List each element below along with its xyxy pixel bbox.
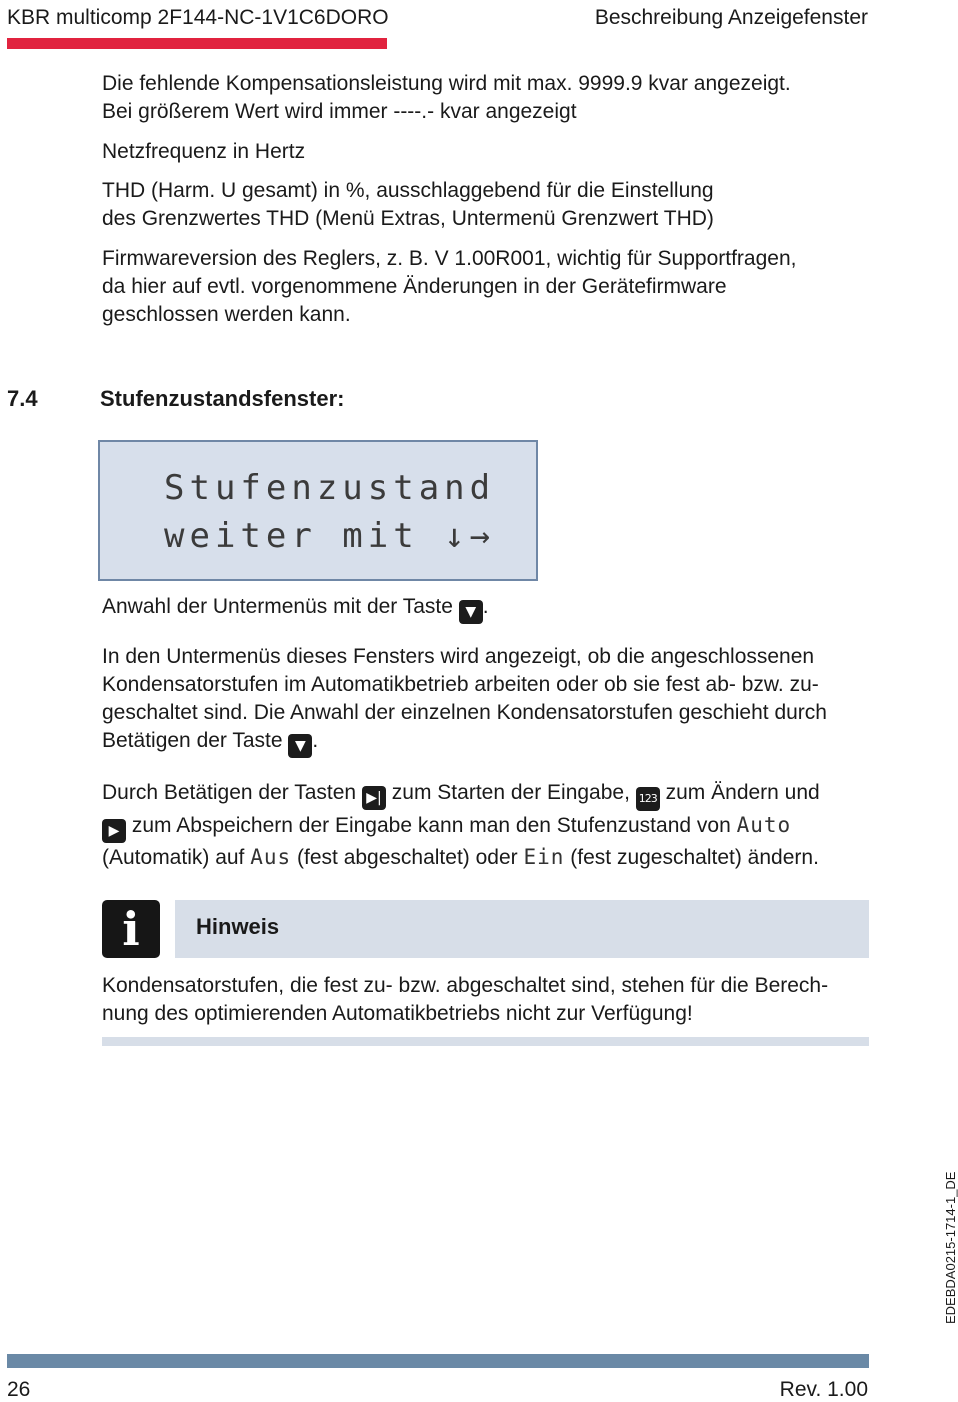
paragraph-text: Anwahl der Untermenüs mit der Taste xyxy=(102,595,453,618)
paragraph-text: zum Starten der Eingabe, xyxy=(391,781,630,804)
paragraph-text: Betätigen der Taste xyxy=(102,729,283,752)
document-id: EDEBDA0215-1714-1_DE xyxy=(943,1171,958,1324)
paragraph-line: des Grenzwertes THD (Menü Extras, Untermenü Grenzwert THD) xyxy=(102,207,714,230)
paragraph-text: (Automatik) auf xyxy=(102,846,245,869)
paragraph-thd xyxy=(102,177,872,233)
note-header xyxy=(175,900,869,958)
section-number: 7.4 xyxy=(7,386,38,411)
lcd-word-aus: Aus xyxy=(250,845,292,869)
note-title: Hinweis xyxy=(196,914,280,939)
paragraph-line xyxy=(102,779,872,811)
paragraph-text: (fest zugeschaltet) ändern. xyxy=(570,846,819,869)
down-key-icon: ▼ xyxy=(288,734,312,758)
skip-key-icon: ▶| xyxy=(362,786,386,810)
down-key-icon: ▼ xyxy=(459,600,483,624)
chapter-title: Beschreibung Anzeigefenster xyxy=(594,6,868,29)
paragraph-firmware xyxy=(102,245,872,329)
paragraph-line: geschaltet sind. Die Anwahl der einzelnen Kondensatorstufen geschieht durch xyxy=(102,701,827,724)
paragraph-compensation xyxy=(102,70,872,126)
lcd-line-1: Stufenzustand xyxy=(164,468,496,508)
paragraph-text: zum Abspeichern der Eingabe kann man den Stufenzustand von xyxy=(131,814,731,837)
paragraph-submenu xyxy=(102,593,872,624)
lcd-word-ein: Ein xyxy=(523,845,565,869)
paragraph-line: Firmwareversion des Reglers, z. B. V 1.00R001, wichtig für Supportfragen, xyxy=(102,247,797,270)
paragraph-text: (fest abgeschaltet) oder xyxy=(297,846,518,869)
paragraph-text: Durch Betätigen der Tasten xyxy=(102,781,357,804)
lcd-line-2: weiter mit ↓→ xyxy=(164,516,496,556)
paragraph-submenus-info xyxy=(102,643,872,758)
paragraph-line: da hier auf evtl. vorgenommene Änderungen in der Gerätefirmware xyxy=(102,275,727,298)
footer-bar xyxy=(7,1354,869,1368)
doc-title: KBR multicomp 2F144-NC-1V1C6DORO xyxy=(7,6,389,29)
header-accent-bar xyxy=(7,38,387,49)
page-number: 26 xyxy=(7,1378,31,1401)
note-text xyxy=(102,972,872,1028)
number-key-icon: 123 xyxy=(636,787,660,811)
note-bottom-bar xyxy=(102,1037,869,1046)
section-title: Stufenzustandsfenster: xyxy=(100,386,345,411)
paragraph-text: . xyxy=(482,595,489,618)
paragraph-line: Kondensatorstufen, die fest zu- bzw. abgeschaltet sind, stehen für die Berech- xyxy=(102,974,829,997)
paragraph-text: zum Ändern und xyxy=(665,781,820,804)
lcd-display xyxy=(98,440,538,581)
paragraph-keys xyxy=(102,779,872,872)
paragraph-line: Die fehlende Kompensationsleistung wird mit max. 9999.9 kvar angezeigt. xyxy=(102,72,791,95)
paragraph-text: . xyxy=(312,729,319,752)
revision: Rev. 1.00 xyxy=(779,1378,868,1401)
paragraph-line xyxy=(102,727,872,758)
paragraph-frequency: Netzfrequenz in Hertz xyxy=(102,140,306,163)
paragraph-line xyxy=(102,843,872,872)
paragraph-line: THD (Harm. U gesamt) in %, ausschlaggebend für die Einstellung xyxy=(102,179,714,202)
paragraph-line: In den Untermenüs dieses Fensters wird angezeigt, ob die angeschlossenen xyxy=(102,645,815,668)
paragraph-line: geschlossen werden kann. xyxy=(102,303,351,326)
info-icon: i xyxy=(102,900,160,958)
paragraph-line xyxy=(102,811,872,843)
paragraph-line: Bei größerem Wert wird immer ----.- kvar angezeigt xyxy=(102,100,577,123)
paragraph-line: Kondensatorstufen im Automatikbetrieb arbeiten oder ob sie fest ab- bzw. zu- xyxy=(102,673,819,696)
play-key-icon: ▶ xyxy=(102,819,126,843)
paragraph-line: nung des optimierenden Automatikbetriebs nicht zur Verfügung! xyxy=(102,1002,693,1025)
lcd-word-auto: Auto xyxy=(736,813,792,837)
